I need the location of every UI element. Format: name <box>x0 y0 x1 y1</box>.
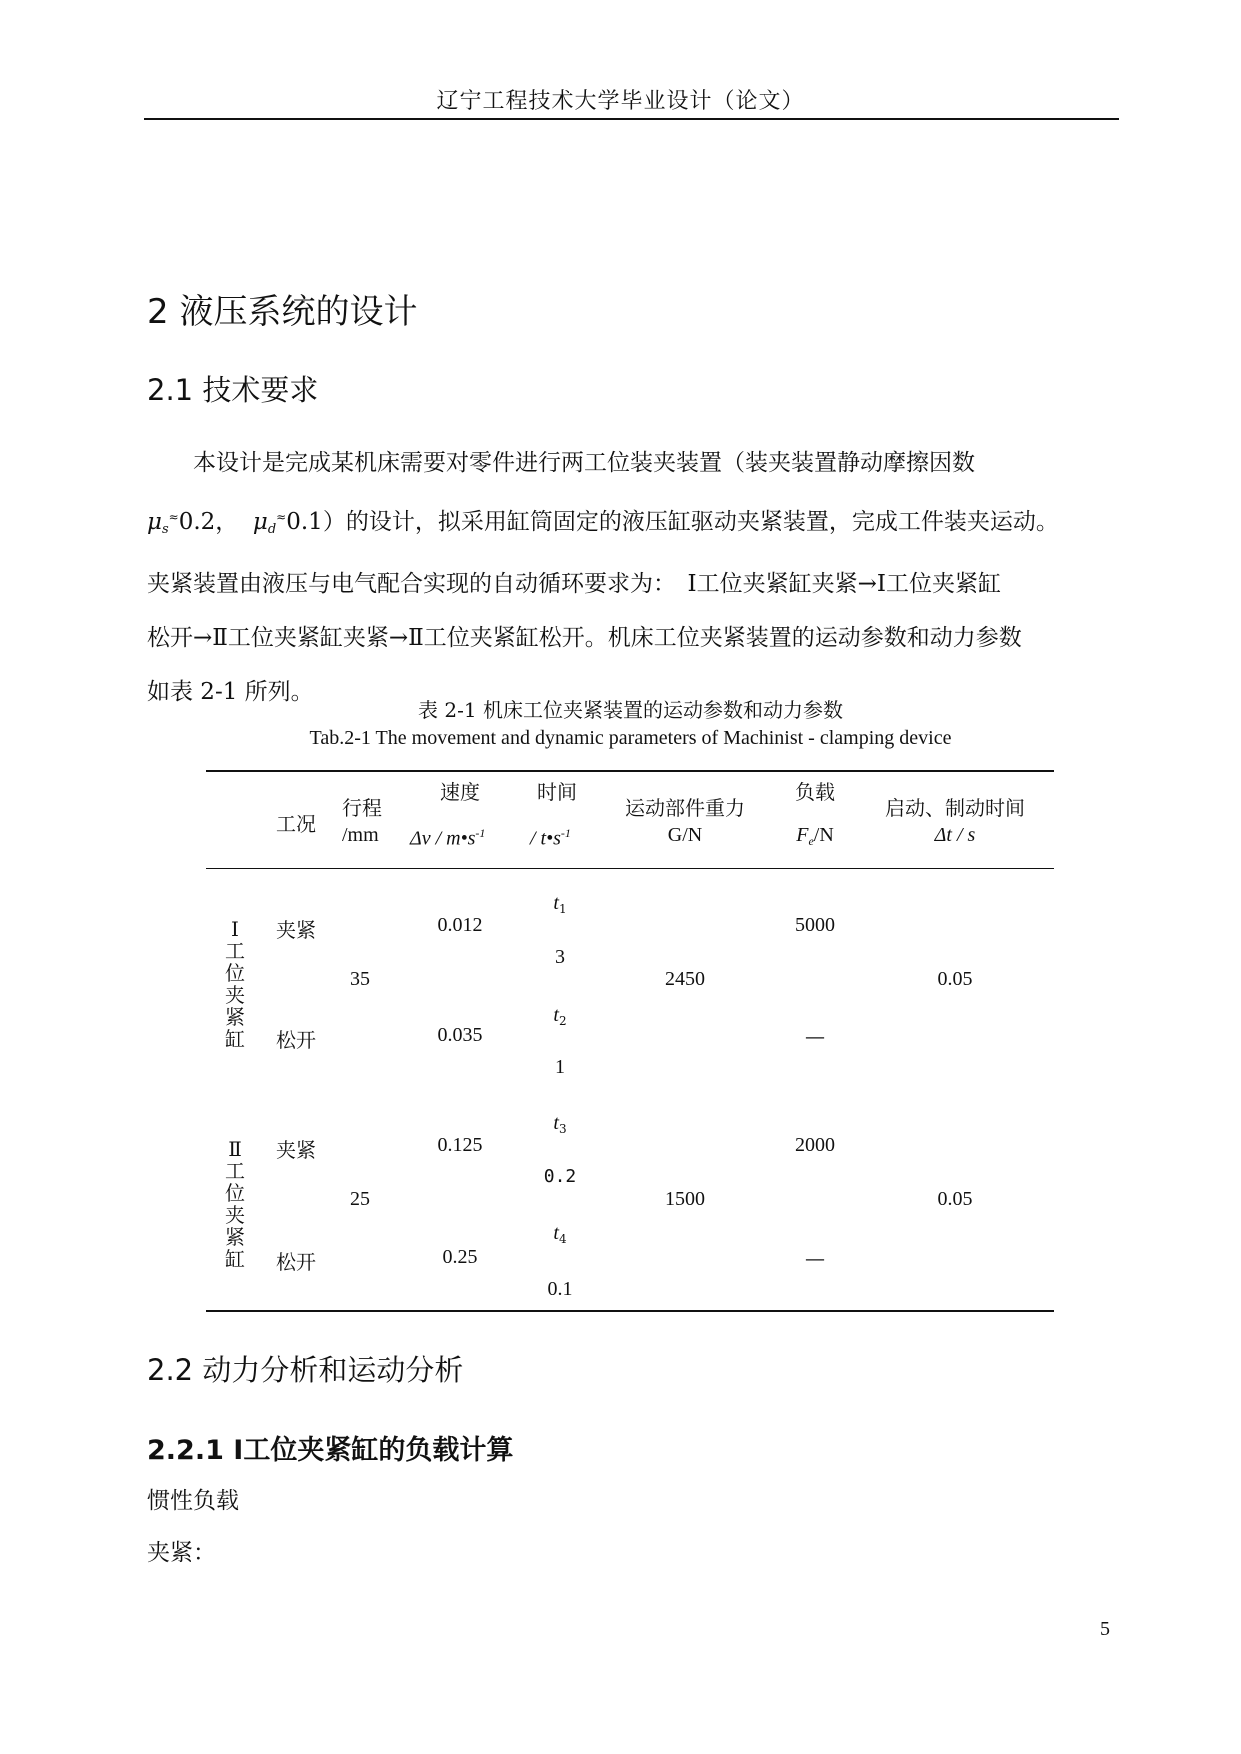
paragraph-line-2-rest: ）的设计，拟采用缸筒固定的液压缸驱动夹紧装置，完成工件装夹运动。 <box>322 509 1059 535</box>
paragraph-line-1: 本设计是完成某机床需要对零件进行两工位装夹装置（装夹装置静动摩擦因数 <box>193 450 975 476</box>
page-number: 5 <box>1100 1618 1110 1640</box>
g2-row2-time-symbol: $t_4$ <box>553 1222 567 1246</box>
g2-row2-speed: 0.25 <box>442 1246 478 1268</box>
g2-row1-condition: 夹紧 <box>276 1138 316 1162</box>
group1-label: Ⅰ 工 位 夹 紧 缸 <box>225 917 245 1051</box>
g1-row2-time-value: 1 <box>555 1056 565 1078</box>
g1-row1-load: 5000 <box>795 914 835 936</box>
g2-startstop: 0.05 <box>937 1188 973 1210</box>
header-load: 负载 <box>795 780 835 804</box>
header-startstop: 启动、制动时间 <box>885 796 1025 820</box>
group2-label: Ⅱ 工 位 夹 紧 缸 <box>225 1137 245 1271</box>
requirements-paragraph <box>147 436 1122 719</box>
g1-row1-time-value: 3 <box>555 946 565 968</box>
section-2-2-1-title: 2.2.1 Ⅰ工位夹紧缸的负载计算 <box>147 1435 514 1466</box>
g2-row2-time-value: 0.1 <box>547 1278 573 1300</box>
g2-stroke: 25 <box>350 1188 370 1210</box>
mu-s-value: 0.2， <box>178 509 239 535</box>
clamp-label: 夹紧： <box>147 1540 216 1566</box>
section-2-1-title: 2.1 技术要求 <box>147 373 319 407</box>
mu-d-subscript: d <box>267 522 277 537</box>
inertia-load-label: 惯性负载 <box>147 1488 239 1514</box>
g2-row1-load: 2000 <box>795 1134 835 1156</box>
page-header: 辽宁工程技术大学毕业设计（论文） <box>436 89 805 114</box>
mu-d-approx: ≈ <box>276 510 287 524</box>
g1-stroke: 35 <box>350 968 370 990</box>
mu-s-approx: ≈ <box>168 510 179 524</box>
paragraph-line-5: 如表 2-1 所列。 <box>147 679 314 705</box>
g1-weight: 2450 <box>665 968 705 990</box>
header-time: 时间 <box>537 780 577 804</box>
g2-row2-load: — <box>805 1246 825 1270</box>
g1-row2-load: — <box>805 1024 825 1048</box>
g1-row1-speed: 0.012 <box>437 914 483 936</box>
g1-startstop: 0.05 <box>937 968 973 990</box>
g1-row1-time-symbol: $t_1$ <box>553 892 567 916</box>
table-header-rule <box>206 868 1054 869</box>
g2-weight: 1500 <box>665 1188 705 1210</box>
g1-row2-time-symbol: $t_2$ <box>553 1004 567 1028</box>
chapter-title: 2 液压系统的设计 <box>147 292 418 332</box>
header-time-unit: / $t•s^{-1}$ <box>530 826 571 850</box>
g1-row2-speed: 0.035 <box>437 1024 483 1046</box>
mu-s-symbol: μ <box>147 509 162 535</box>
section-2-2-title: 2.2 动力分析和运动分析 <box>147 1353 464 1387</box>
paragraph-line-2 <box>147 490 1122 557</box>
mu-d-symbol: μ <box>252 509 268 535</box>
header-stroke: 行程 <box>342 796 382 820</box>
mu-s-subscript: s <box>161 522 169 537</box>
header-condition: 工况 <box>276 812 316 836</box>
table-caption-cn: 表 2-1 机床工位夹紧装置的运动参数和动力参数 <box>418 698 843 722</box>
g2-row1-speed: 0.125 <box>437 1134 483 1156</box>
paragraph-line-4: 松开→Ⅱ工位夹紧缸夹紧→Ⅱ工位夹紧缸松开。机床工位夹紧装置的运动参数和动力参数 <box>147 625 1022 651</box>
header-speed: 速度 <box>440 780 480 804</box>
header-stroke-unit: /mm <box>342 824 379 846</box>
g2-row2-condition: 松开 <box>276 1250 316 1274</box>
header-startstop-unit: Δt / s <box>934 824 976 846</box>
g1-row1-condition: 夹紧 <box>276 918 316 942</box>
mu-d-value: 0.1 <box>286 509 323 535</box>
table-caption-en: Tab.2-1 The movement and dynamic parameters of Machinist - clamping device <box>309 727 952 749</box>
g1-row2-condition: 松开 <box>276 1028 316 1052</box>
g2-row1-time-symbol: $t_3$ <box>553 1112 567 1136</box>
paragraph-line-3: 夹紧装置由液压与电气配合实现的自动循环要求为： Ⅰ工位夹紧缸夹紧→Ⅰ工位夹紧缸 <box>147 571 1001 597</box>
table-bottom-rule <box>206 1310 1054 1312</box>
header-weight: 运动部件重力 <box>625 796 745 820</box>
header-speed-unit: Δv / $m•s^{-1}$ <box>410 826 486 850</box>
header-load-unit: $F_e/N$ <box>796 824 834 848</box>
header-rule <box>144 118 1119 120</box>
header-weight-unit: G/N <box>667 824 703 846</box>
table-top-rule <box>206 770 1054 772</box>
g2-row1-time-value: 0.2 <box>543 1166 577 1187</box>
